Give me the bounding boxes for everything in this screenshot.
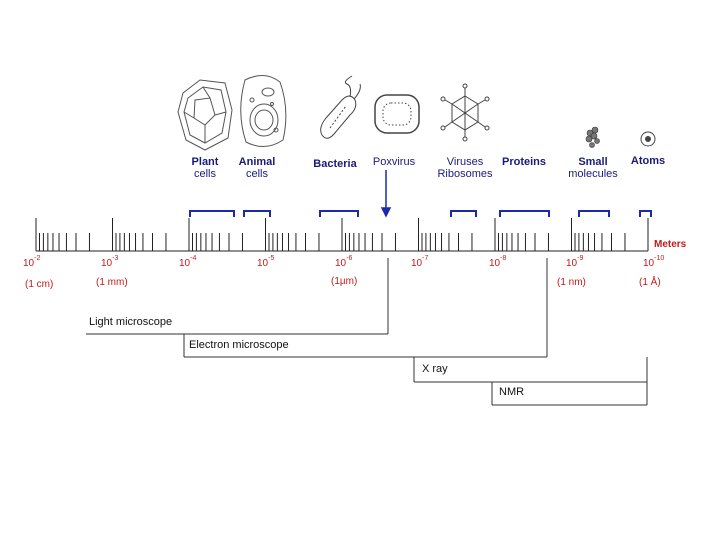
bracket-proteins	[500, 211, 549, 217]
exponent-power: -3	[112, 255, 119, 262]
exponent-label-1e-4	[179, 255, 197, 269]
category-label-viruses-ribosomes	[432, 156, 498, 180]
unit-label-meters: Meters	[654, 239, 687, 250]
bracket-bacteria	[320, 211, 358, 217]
meter-scale-axis	[36, 218, 648, 251]
exponent-base: 10	[257, 258, 269, 269]
bacteria-illustration	[321, 76, 361, 138]
exponent-power: -2	[34, 255, 41, 262]
exponent-label-1e-2	[23, 255, 41, 269]
category-sub: cells	[193, 168, 216, 180]
exponent-base: 10	[566, 258, 578, 269]
category-label-atoms	[626, 155, 670, 167]
animal-cell-illustration	[241, 75, 286, 146]
exponent-power: -10	[654, 255, 665, 262]
technique-label-nmr: NMR	[499, 386, 525, 398]
category-label-small-molecules	[560, 156, 626, 180]
exponent-base: 10	[489, 258, 501, 269]
category-name: Poxvirus	[372, 156, 416, 168]
category-name: Small	[578, 156, 608, 168]
exponent-label-1e-10	[643, 255, 665, 269]
bracket-viruses	[451, 211, 476, 217]
exponent-label-1e-5	[257, 255, 275, 269]
exponent-base: 10	[101, 258, 113, 269]
category-sub: cells	[245, 168, 268, 180]
equivalent-1-mm: (1 mm)	[96, 277, 128, 288]
exponent-label-1e-3	[101, 255, 119, 269]
equivalent-1-cm: (1 cm)	[25, 279, 54, 290]
exponent-base: 10	[179, 258, 191, 269]
category-name: Bacteria	[313, 158, 357, 170]
category-brackets	[190, 211, 651, 217]
technique-label-x-ray: X ray	[422, 363, 448, 375]
exponent-label-1e-6	[335, 255, 353, 269]
category-label-animal-cells	[232, 156, 282, 180]
exponent-base: 10	[411, 258, 423, 269]
category-sub: molecules	[568, 168, 618, 180]
bracket-small-molecules	[579, 211, 609, 217]
equivalent-1-nm: (1 nm)	[557, 277, 586, 288]
poxvirus-arrow	[382, 170, 390, 216]
exponent-label-1e-7	[411, 255, 429, 269]
exponent-power: -5	[268, 255, 275, 262]
category-label-bacteria	[308, 158, 362, 170]
category-name: Proteins	[501, 156, 546, 168]
exponent-power: -4	[190, 255, 197, 262]
small-molecule-illustration	[586, 127, 600, 148]
category-label-poxvirus	[366, 156, 422, 168]
category-label-plant-cells	[180, 156, 230, 180]
exponent-label-1e-9	[566, 255, 584, 269]
equivalent-1-micrometer: (1µm)	[331, 276, 358, 287]
plant-cell-illustration	[178, 80, 232, 150]
technique-label-electron-microscope: Electron microscope	[189, 339, 289, 351]
exponent-label-1e-8	[489, 255, 507, 269]
virus-illustration	[441, 84, 489, 141]
poxvirus-illustration	[375, 95, 419, 133]
exponent-power: -6	[346, 255, 353, 262]
bracket-animal-cells	[244, 211, 270, 217]
category-sub: Ribosomes	[437, 168, 493, 180]
atom-illustration	[641, 132, 655, 146]
exponent-power: -9	[577, 255, 584, 262]
category-name: Plant	[191, 156, 219, 168]
technique-label-light-microscope: Light microscope	[89, 316, 173, 328]
exponent-base: 10	[23, 258, 35, 269]
exponent-base: 10	[335, 258, 347, 269]
category-name: Atoms	[630, 155, 666, 167]
category-name: Animal	[238, 156, 276, 168]
exponent-power: -8	[500, 255, 507, 262]
bracket-plant-cells	[190, 211, 234, 217]
equivalent-1-angstrom: (1 Å)	[639, 277, 661, 288]
category-name: Viruses	[446, 156, 484, 168]
bracket-atoms	[640, 211, 651, 217]
category-label-proteins	[498, 156, 550, 168]
exponent-power: -7	[422, 255, 429, 262]
exponent-base: 10	[643, 258, 655, 269]
